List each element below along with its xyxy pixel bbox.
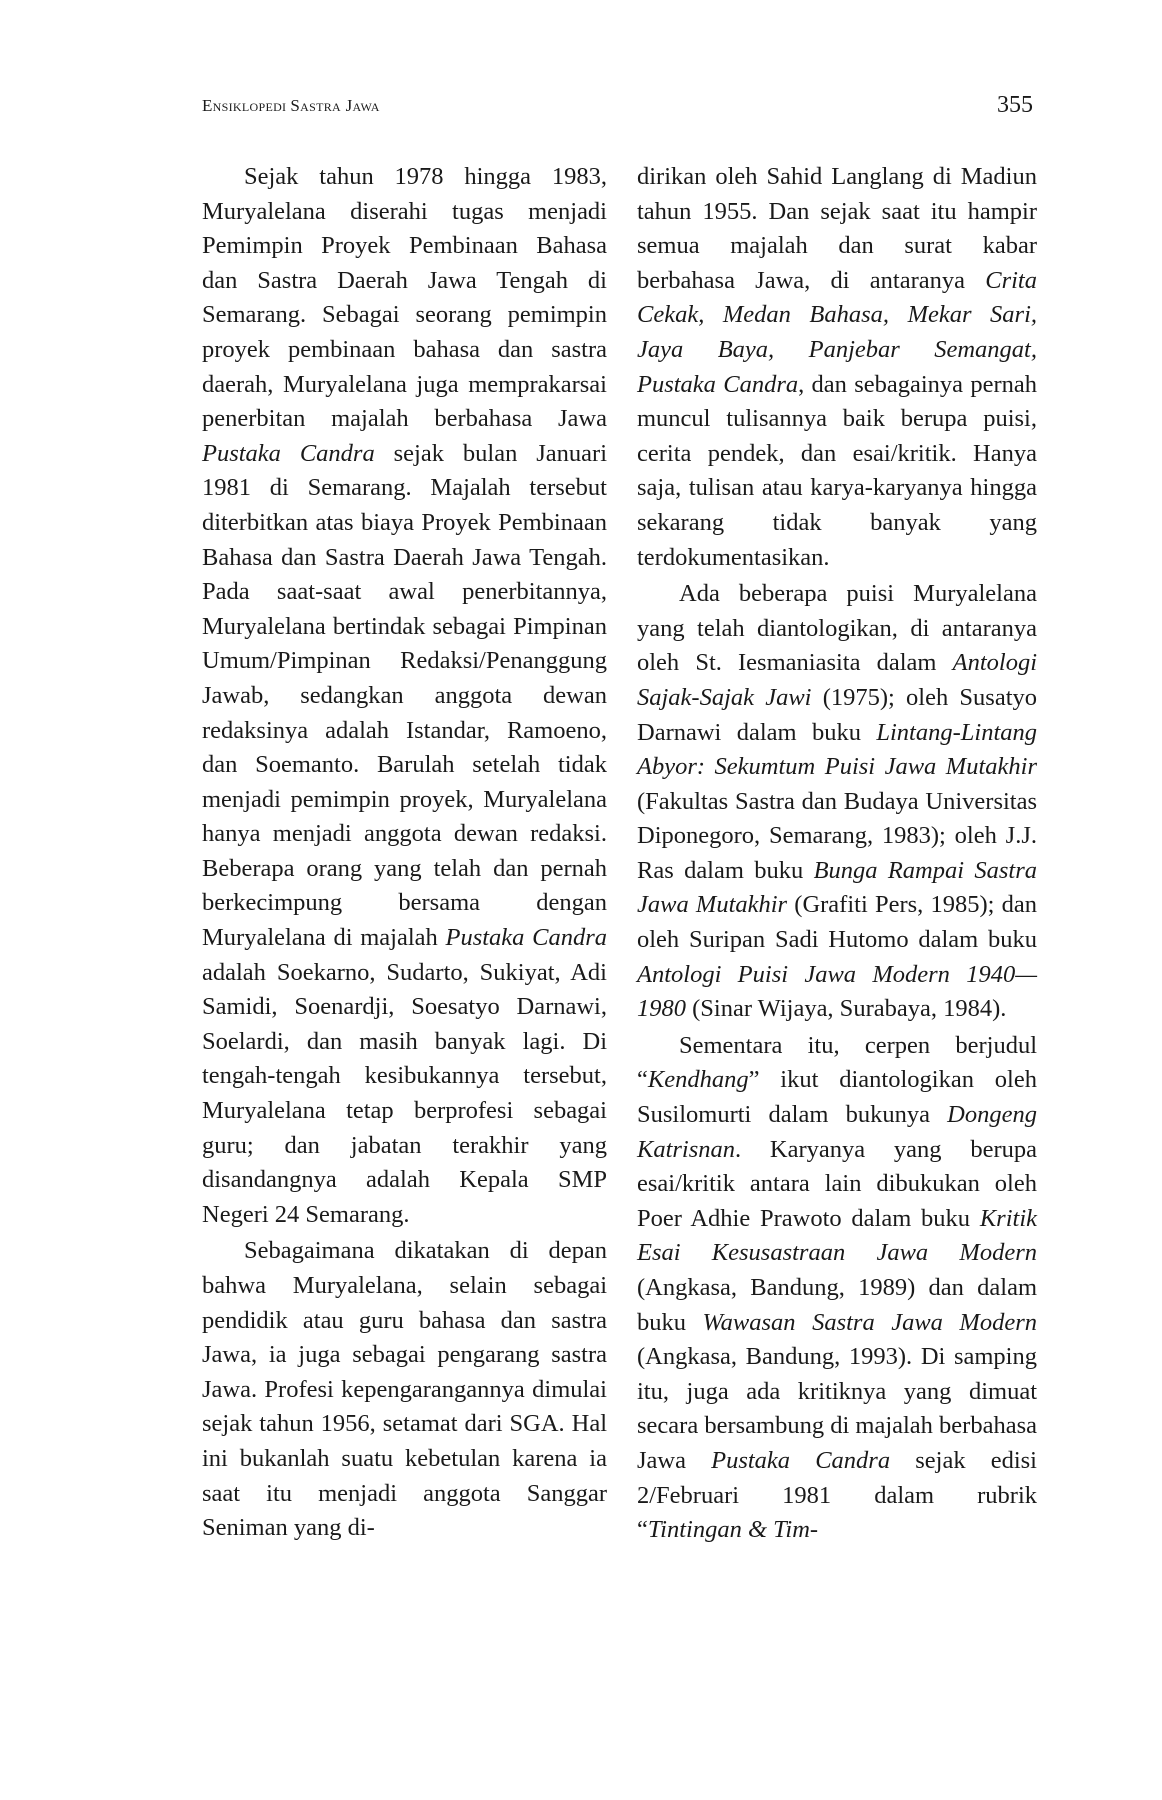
- left-column: [202, 160, 607, 1546]
- text-run: (Fakultas Sastra dan Budaya Universitas Diponegoro, Semarang, 1983); oleh J.J. Ras dalam buku: [637, 787, 1037, 884]
- text-run: Sejak tahun 1978 hingga 1983, Muryalelana diserahi tugas menjadi Pemimpin Proyek Pembinaan Bahasa dan Sastra Daerah Jawa Tengah di Semarang. Sebagai seorang pemimpin proyek pembinaan bahasa dan sastra daerah, Muryalelana juga memprakarsai penerbitan majalah berbahasa Jawa: [202, 163, 607, 433]
- text-run: adalah Soekarno, Sudarto, Sukiyat, Adi Samidi, Soenardji, Soesatyo Darnawi, Soelardi, dan masih banyak lagi. Di tengah-tengah kesibukannya tersebut, Muryalelana tetap berprofesi sebagai guru; dan jabatan terakhir yang disandangnya adalah Kepala SMP Negeri 24 Semarang.: [202, 958, 607, 1228]
- italic-title: Pustaka Candra: [445, 924, 608, 952]
- running-title-second: Sastra Jawa: [290, 96, 380, 115]
- italic-title: Kendhang: [647, 1066, 749, 1094]
- text-run: . Karyanya yang berupa esai/kritik antara lain dibukukan oleh Poer Adhie Prawoto dalam buku: [637, 1135, 1037, 1232]
- text-run: (Angkasa, Bandung, 1993). Di samping itu, juga ada kritiknya yang dimuat secara bersambung di majalah berbahasa Jawa: [637, 1343, 1037, 1474]
- italic-title: Dongeng Katrisnan: [637, 1101, 1037, 1163]
- italic-title: Lintang-Lintang Abyor: Sekumtum Puisi Jawa Mutakhir: [637, 718, 1037, 781]
- paragraph: [637, 577, 1037, 1027]
- italic-title: Pustaka Candra: [202, 439, 375, 467]
- text-run: (Angkasa, Bandung, 1989) dan dalam buku: [637, 1274, 1037, 1336]
- text-run: Ada beberapa puisi Muryalelana yang telah diantologikan, di antaranya oleh St. Iesmaniasita dalam: [637, 580, 1037, 677]
- text-run: (Grafiti Pers, 1985); dan oleh Suripan Sadi Hutomo dalam buku: [637, 891, 1037, 954]
- right-column: [637, 160, 1037, 1548]
- text-run: Sebagaimana dikatakan di depan bahwa Muryalelana, selain sebagai pendidik atau guru bahasa dan sastra Jawa, ia juga sebagai pengarang sastra Jawa. Profesi kepengarangannya dimulai sejak tahun 1956, setamat dari SGA. Hal ini bukanlah suatu kebetulan karena ia saat itu menjadi anggota Sanggar Seniman yang di-: [202, 1237, 607, 1542]
- italic-title: Antologi Puisi Jawa Modern 1940—1980: [637, 960, 1037, 1023]
- italic-title: Pustaka Candra: [711, 1446, 891, 1474]
- paragraph: [202, 160, 607, 1232]
- running-title-first: Ensiklopedi: [202, 96, 287, 115]
- text-run: Sementara itu, cerpen berjudul “: [637, 1031, 1037, 1094]
- italic-title: Tintingan & Tim-: [647, 1516, 819, 1544]
- text-run: sejak edisi 2/Februari 1981 dalam rubrik “: [637, 1446, 1037, 1544]
- paragraph: [202, 1234, 607, 1545]
- italic-title: Wawasan Sastra Jawa Modern: [702, 1308, 1037, 1336]
- italic-title: Antologi Sajak-Sajak Jawi: [637, 649, 1037, 711]
- italic-title: Crita Cekak, Medan Bahasa, Mekar Sari, Jaya Baya, Panjebar Semangat, Pustaka Candra: [637, 266, 1037, 398]
- text-run: (1975); oleh Susatyo Darnawi dalam buku: [637, 683, 1037, 746]
- italic-title: Bunga Rampai Sastra Jawa Mutakhir: [637, 856, 1037, 919]
- text-run: sejak bulan Januari 1981 di Semarang. Majalah tersebut diterbitkan atas biaya Proyek Pembinaan Bahasa dan Sastra Daerah Jawa Tengah. Pada saat-saat awal penerbitannya, Muryalelana bertindak sebagai Pimpinan Umum/Pimpinan Redaksi/Penanggung Jawab, sedangkan anggota dewan redaksinya adalah Istandar, Ramoeno, dan Soemanto. Barulah setelah tidak menjadi pemimpin proyek, Muryalelana hanya menjadi anggota dewan redaksi. Beberapa orang yang telah dan pernah berkecimpung bersama dengan Muryalelana di majalah: [202, 439, 607, 952]
- text-run: dirikan oleh Sahid Langlang di Madiun tahun 1955. Dan sejak saat itu hampir semua majalah dan surat kabar berbahasa Jawa, di antaranya: [637, 163, 1037, 294]
- page-number: 355: [997, 92, 1033, 118]
- text-run: (Sinar Wijaya, Surabaya, 1984).: [686, 995, 1007, 1023]
- running-head: [202, 96, 380, 116]
- text-run: , dan sebagainya pernah muncul tulisannya baik berupa puisi, cerita pendek, dan esai/kritik. Hanya saja, tulisan atau karya-karyanya hingga sekarang tidak banyak yang terdokumentasikan.: [637, 370, 1037, 571]
- paragraph: [637, 1029, 1037, 1548]
- text-run: ” ikut diantologikan oleh Susilomurti dalam bukunya: [637, 1066, 1037, 1129]
- italic-title: Kritik Esai Kesusastraan Jawa Modern: [637, 1204, 1037, 1267]
- paragraph-continued: [637, 160, 1037, 575]
